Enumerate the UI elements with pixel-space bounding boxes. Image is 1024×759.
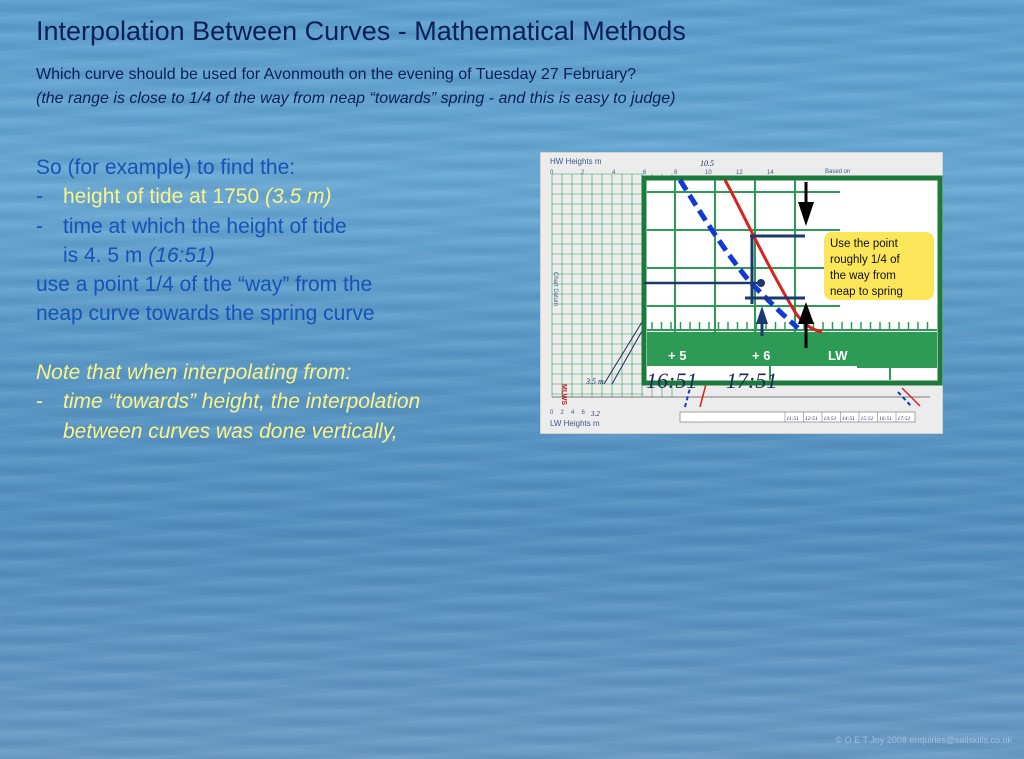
callout-line: Use the point bbox=[830, 238, 898, 250]
note-bullet bbox=[36, 387, 420, 416]
callout-line: the way from bbox=[830, 270, 896, 282]
hw-tick-label: 0 bbox=[550, 170, 554, 176]
hw-tick-label: 14 bbox=[767, 170, 774, 176]
time-box-label: 11:51 bbox=[786, 416, 799, 422]
question-note: (the range is close to 1/4 of the way from neap “towards” spring - and this is easy to judge) bbox=[36, 90, 676, 107]
height-annotation: 3.5 m bbox=[586, 377, 604, 386]
mlws-label: MLWS bbox=[560, 384, 567, 405]
callout-line: neap to spring bbox=[830, 286, 903, 298]
hw-annotation: 10.5 bbox=[700, 159, 714, 168]
hw-tick-label: 8 bbox=[674, 170, 678, 176]
inset-time-label: 17:51 bbox=[726, 368, 778, 393]
inset-lw-label: LW bbox=[828, 348, 848, 363]
question-text: Which curve should be used for Avonmouth on the evening of Tuesday 27 February? bbox=[36, 66, 637, 83]
bullet-text: is 4. 5 m bbox=[63, 243, 149, 267]
lw-tick-label: 2 bbox=[560, 410, 564, 416]
copyright-footer: © O E T Joy 2008 enquiries@sailskills.co.uk bbox=[835, 735, 1012, 745]
time-box-label: 15:51 bbox=[860, 416, 874, 422]
inset-time-label: 16:51 bbox=[646, 368, 698, 393]
tidal-curve-figure bbox=[540, 152, 943, 434]
intro-line: So (for example) to find the: bbox=[36, 156, 296, 179]
hw-heights-label: HW Heights m bbox=[550, 157, 602, 166]
lw-tick-label: 4 bbox=[571, 410, 575, 416]
slide-title: Interpolation Between Curves - Mathematical Methods bbox=[36, 16, 686, 46]
bullet-text: time at which the height of tide bbox=[63, 214, 347, 238]
bullet-value: (16:51) bbox=[148, 243, 215, 267]
bullet-time-of-height-cont bbox=[36, 241, 420, 270]
bullet-dash: - bbox=[36, 185, 43, 209]
time-box-label: 17:51 bbox=[897, 416, 911, 422]
chart-datum-label: Chart Datum bbox=[552, 272, 558, 307]
inset-time-band bbox=[647, 332, 937, 368]
zoomed-inset bbox=[644, 178, 940, 393]
explanation-text bbox=[36, 153, 420, 446]
tidal-curve-diagram bbox=[540, 152, 943, 434]
bullet-value: (3.5 m) bbox=[265, 185, 332, 209]
lw-annotation: 3.2 bbox=[591, 410, 600, 418]
note-intro: Note that when interpolating from: bbox=[36, 361, 352, 385]
note-bullet-cont bbox=[36, 417, 420, 446]
bullet-time-of-height bbox=[36, 212, 420, 241]
lw-tick-label: 6 bbox=[581, 410, 585, 416]
time-box-label: 13:51 bbox=[823, 416, 837, 422]
lw-tick-label: 0 bbox=[550, 410, 554, 416]
use-line-1: use a point 1/4 of the “way” from the bbox=[36, 273, 373, 297]
bullet-height-of-tide bbox=[36, 182, 420, 211]
lw-heights-label: LW Heights m bbox=[550, 419, 600, 428]
hw-tick-label: 4 bbox=[612, 170, 616, 176]
bullet-dash: - bbox=[36, 390, 43, 414]
inset-offset-label: + 5 bbox=[668, 348, 687, 363]
quarter-point-marker bbox=[757, 279, 765, 287]
use-line-2: neap curve towards the spring curve bbox=[36, 302, 375, 326]
hw-tick-label: 2 bbox=[581, 170, 585, 176]
hw-tick-label: 6 bbox=[643, 170, 647, 176]
time-box-label: 16:51 bbox=[879, 416, 892, 422]
inset-offset-label: + 6 bbox=[752, 348, 771, 363]
bullet-dash: - bbox=[36, 214, 43, 238]
bullet-text: height of tide at 1750 bbox=[63, 185, 265, 209]
time-box-label: 12:51 bbox=[805, 416, 818, 422]
based-on-label: Based on bbox=[825, 169, 851, 175]
note-bullet-text: time “towards” height, the interpolation bbox=[63, 390, 421, 414]
note-bullet-text: between curves was done vertically, bbox=[63, 419, 398, 443]
hw-tick-label: 12 bbox=[736, 170, 743, 176]
hw-tick-label: 10 bbox=[705, 170, 712, 176]
time-box-label: 14:51 bbox=[842, 416, 855, 422]
callout-line: roughly 1/4 of bbox=[830, 254, 900, 266]
